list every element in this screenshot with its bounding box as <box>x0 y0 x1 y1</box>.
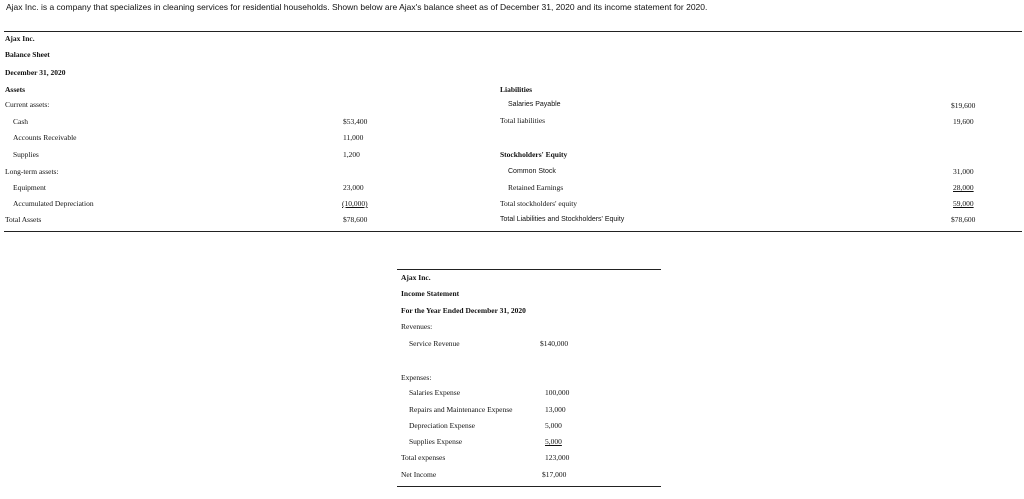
is-period: For the Year Ended December 31, 2020 <box>401 306 526 315</box>
assets-heading: Assets <box>5 85 25 94</box>
total-expenses-label: Total expenses <box>401 453 446 462</box>
retained-earnings-label: Retained Earnings <box>508 183 564 192</box>
total-assets-label: Total Assets <box>5 215 42 224</box>
total-equity-label: Total stockholders' equity <box>500 199 578 208</box>
total-expenses-value: 123,000 <box>545 453 570 462</box>
supplies-value: 1,200 <box>343 150 360 159</box>
total-liab-equity-label: Total Liabilities and Stockholders' Equity <box>500 216 625 223</box>
long-term-assets-label: Long-term assets: <box>5 167 59 176</box>
total-liabilities-label: Total liabilities <box>500 116 546 125</box>
accum-depreciation-value: (10,000) <box>342 199 368 208</box>
liabilities-heading: Liabilities <box>500 85 533 94</box>
supplies-expense-label: Supplies Expense <box>409 437 463 446</box>
common-stock-value: 31,000 <box>953 167 974 176</box>
net-income-label: Net Income <box>401 470 437 479</box>
balance-sheet-bottom-rule <box>4 231 1022 232</box>
expenses-label: Expenses: <box>401 373 432 382</box>
revenues-label: Revenues: <box>401 322 433 331</box>
repairs-expense-label: Repairs and Maintenance Expense <box>409 405 513 414</box>
income-statement-top-rule <box>397 269 661 270</box>
supplies-label: Supplies <box>13 150 39 159</box>
bs-company: Ajax Inc. <box>5 34 35 43</box>
bs-title: Balance Sheet <box>5 50 50 59</box>
income-statement-bottom-rule <box>397 486 661 487</box>
total-liabilities-value: 19,600 <box>953 117 974 126</box>
accounts-receivable-value: 11,000 <box>343 133 364 142</box>
balance-sheet-top-rule <box>4 31 1022 32</box>
total-liab-equity-value: $78,600 <box>951 215 976 224</box>
salaries-payable-label: Salaries Payable <box>508 101 561 108</box>
salaries-expense-label: Salaries Expense <box>409 388 461 397</box>
cash-value: $53,400 <box>343 117 368 126</box>
accum-depreciation-label: Accumulated Depreciation <box>13 199 94 208</box>
accounts-receivable-label: Accounts Receivable <box>13 133 77 142</box>
common-stock-label: Common Stock <box>508 168 556 175</box>
total-assets-value: $78,600 <box>343 215 368 224</box>
equity-heading: Stockholders' Equity <box>500 150 568 159</box>
service-revenue-label: Service Revenue <box>409 339 460 348</box>
depreciation-expense-label: Depreciation Expense <box>409 421 476 430</box>
salaries-payable-value: $19,600 <box>951 101 976 110</box>
is-title: Income Statement <box>401 289 460 298</box>
equipment-value: 23,000 <box>343 183 364 192</box>
retained-earnings-value: 28,000 <box>953 183 974 192</box>
salaries-expense-value: 100,000 <box>545 388 570 397</box>
depreciation-expense-value: 5,000 <box>545 421 562 430</box>
repairs-expense-value: 13,000 <box>545 405 566 414</box>
is-company: Ajax Inc. <box>401 273 431 282</box>
cash-label: Cash <box>13 117 28 126</box>
bs-date: December 31, 2020 <box>5 68 66 77</box>
total-equity-value: 59,000 <box>953 199 974 208</box>
equipment-label: Equipment <box>13 183 46 192</box>
net-income-value: $17,000 <box>542 470 567 479</box>
current-assets-label: Current assets: <box>5 100 50 109</box>
supplies-expense-value: 5,000 <box>545 437 562 446</box>
intro-paragraph: Ajax Inc. is a company that specializes in cleaning services for residential households. Shown below are Ajax's balance sheet as of December 31, 2020 and its income statement for 2020. <box>6 2 708 12</box>
service-revenue-value: $140,000 <box>540 339 569 348</box>
